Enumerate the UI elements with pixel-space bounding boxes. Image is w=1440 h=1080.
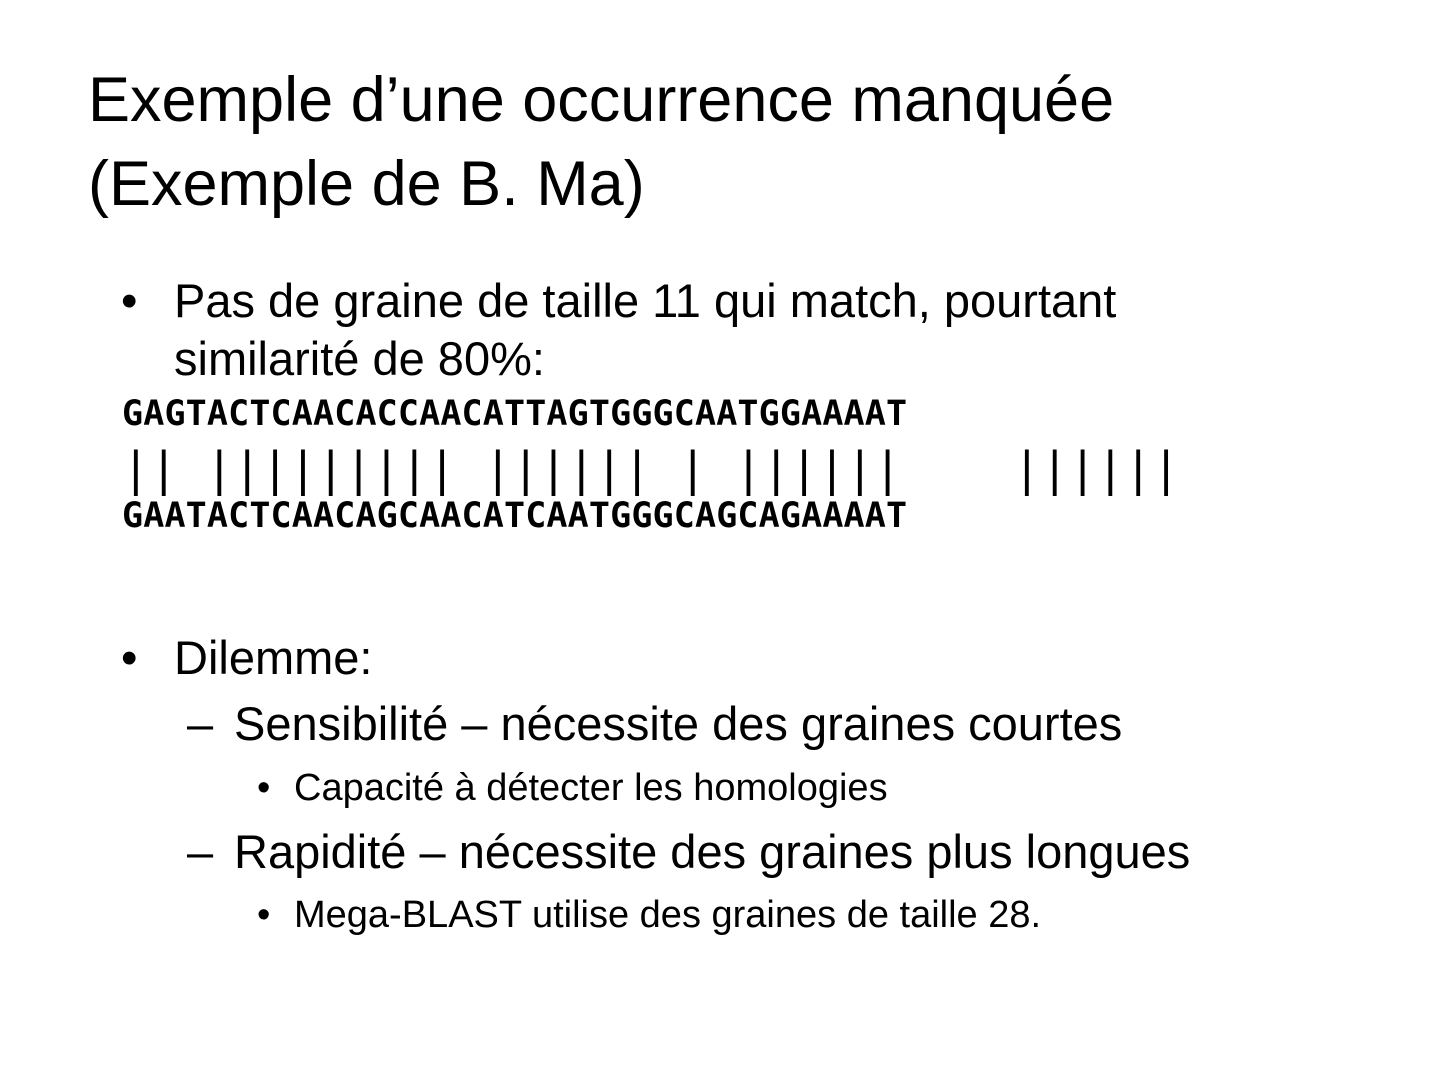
- sub-sub-bullet-homology: [257, 765, 888, 811]
- dash-marker: –: [187, 697, 214, 750]
- sub-sub-bullet-homology-text: Capacité à détecter les homologies: [294, 767, 888, 809]
- title-line-1: Exemple d’une occurrence manquée: [88, 65, 1115, 135]
- sub-bullet-sensitivity-text: Sensibilité – nécessite des graines courtes: [234, 697, 1123, 750]
- bullet-marker: •: [257, 894, 271, 936]
- dash-marker: –: [187, 825, 214, 878]
- alignment-match-bars: || ||||||||| |||||| | |||||| ||||||: [122, 442, 1181, 496]
- sub-bullet-speed-text: Rapidité – nécessite des graines plus longues: [234, 825, 1191, 878]
- bullet-marker: •: [121, 274, 138, 327]
- sequence-top: GAGTACTCAACACCAACATTAGTGGGCAATGGAAAAT: [122, 394, 908, 434]
- bullet-text-line-1: Pas de graine de taille 11 qui match, pourtant: [174, 274, 1117, 327]
- sub-bullet-sensitivity: [187, 695, 1123, 753]
- title-line-2: (Exemple de B. Ma): [88, 149, 645, 219]
- sequence-bottom: GAATACTCAACAGCAACATCAATGGGCAGCAGAAAAT: [122, 496, 908, 536]
- slide-title: [88, 58, 1388, 226]
- bullet-seed-match: [121, 272, 1374, 388]
- bullet-text-line-2: similarité de 80%:: [174, 332, 545, 385]
- bullet-marker: •: [121, 631, 138, 684]
- sub-sub-bullet-megablast-text: Mega-BLAST utilise des graines de taille 28.: [294, 894, 1042, 936]
- bullet-marker: •: [257, 767, 271, 809]
- sub-bullet-speed: [187, 823, 1191, 881]
- bullet-dilemma-label: Dilemme:: [174, 631, 373, 684]
- sub-sub-bullet-megablast: [257, 892, 1042, 938]
- bullet-dilemma: [121, 629, 373, 687]
